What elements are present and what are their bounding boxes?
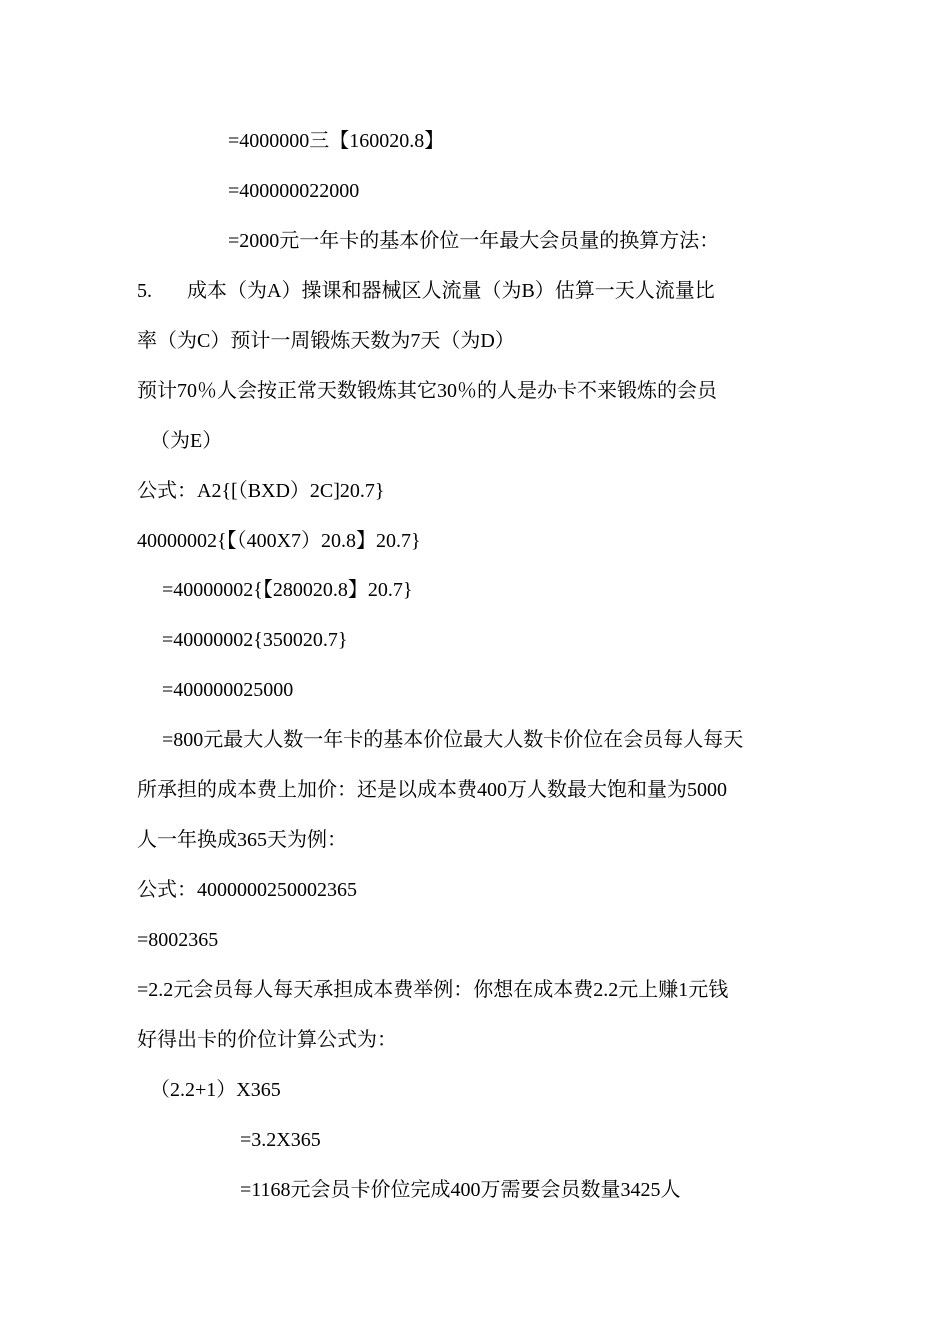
text-line-10: =40000002{【280020.8】20.7} (162, 579, 413, 601)
text-line-2: =400000022000 (228, 180, 360, 202)
text-line-12: =400000025000 (162, 679, 294, 701)
text-line-3: =2000元一年卡的基本价位一年最大会员量的换算方法： (228, 230, 720, 252)
text-line-13: =800元最大人数一年卡的基本价位最大人数卡价位在会员每人每天 (162, 729, 744, 751)
list-item-text: 成本（为A）操课和器械区人流量（为B）估算一天人流量比 (187, 280, 715, 302)
text-line-20: （2.2+1）X365 (150, 1079, 281, 1101)
text-line-6: 预计70％人会按正常天数锻炼其它30％的人是办卡不来锻炼的会员 (137, 380, 717, 402)
list-number: 5. (137, 280, 152, 302)
text-line-7: （为E） (150, 430, 223, 452)
text-line-8: 公式：A2{[（BXD）2C]20.7} (137, 480, 385, 502)
text-line-1: =4000000三【160020.8】 (228, 130, 445, 152)
text-line-17: =8002365 (137, 929, 219, 951)
text-line-5: 率（为C）预计一周锻炼天数为7天（为D） (137, 330, 515, 352)
list-item-5 (137, 278, 715, 304)
text-line-18: =2.2元会员每人每天承担成本费举例：你想在成本费2.2元上赚1元钱 (137, 979, 729, 1001)
text-line-21: =3.2X365 (240, 1129, 321, 1151)
text-line-14: 所承担的成本费上加价：还是以成本费400万人数最大饱和量为5000 (137, 779, 727, 801)
text-line-16: 公式：4000000250002365 (137, 879, 357, 901)
text-line-9: 40000002{【（400X7）20.8】20.7} (137, 530, 421, 552)
text-line-19: 好得出卡的价位计算公式为： (137, 1029, 397, 1051)
text-line-15: 人一年换成365天为例： (137, 829, 347, 851)
text-line-22: =1168元会员卡价位完成400万需要会员数量3425人 (240, 1179, 681, 1201)
text-line-11: =40000002{350020.7} (162, 629, 348, 651)
